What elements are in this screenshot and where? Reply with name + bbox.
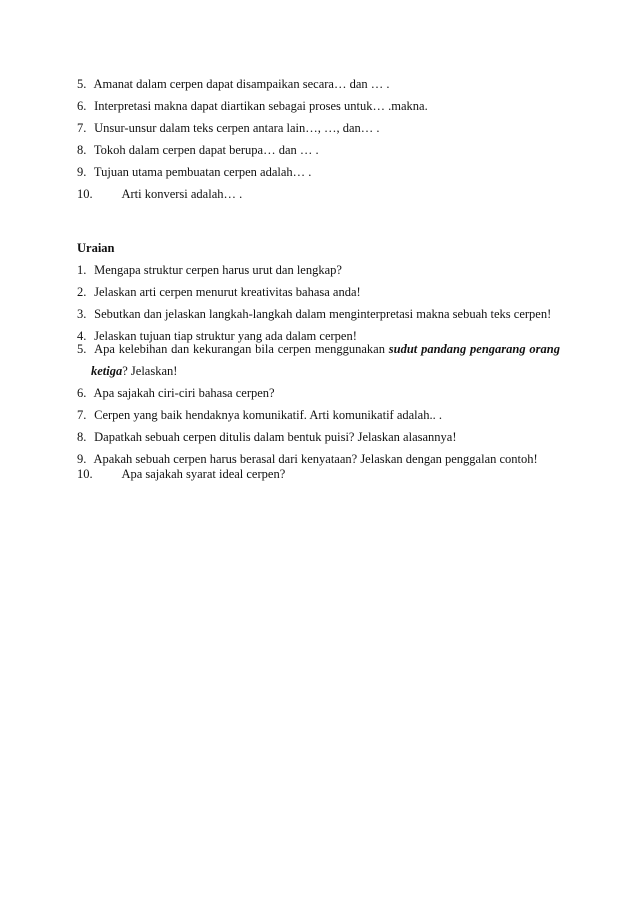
list-item (77, 164, 311, 180)
list-item (77, 76, 390, 92)
list-item (77, 341, 560, 357)
item-text: Jelaskan arti cerpen menurut kreativitas bahasa anda! (94, 285, 361, 299)
list-item (77, 451, 538, 467)
item-number: 4. (77, 329, 87, 343)
list-item (77, 466, 285, 482)
item-number: 6. (77, 386, 87, 400)
list-item (77, 186, 242, 202)
section-heading: Uraian (77, 241, 115, 255)
item-text: Dapatkah sebuah cerpen ditulis dalam bentuk puisi? Jelaskan alasannya! (94, 430, 457, 444)
item-number: 5. (77, 77, 87, 91)
item-text: Tujuan utama pembuatan cerpen adalah… . (93, 165, 312, 179)
item-text: Apakah sebuah cerpen harus berasal dari kenyataan? Jelaskan dengan penggalan contoh! (93, 452, 538, 466)
item-number: 9. (77, 165, 87, 179)
item-text: Apa sajakah ciri-ciri bahasa cerpen? (93, 386, 275, 400)
list-item-continuation (91, 363, 177, 379)
item-emphasis: sudut pandang pengarang orang (388, 342, 561, 356)
item-number: 5. (77, 342, 87, 356)
item-text: Arti konversi adalah… . (121, 187, 243, 201)
item-number: 8. (77, 430, 87, 444)
item-text: Tokoh dalam cerpen dapat berupa… dan … . (93, 143, 319, 157)
list-item (77, 98, 428, 114)
list-item (77, 262, 342, 278)
item-number: 10. (77, 187, 93, 201)
item-number: 6. (77, 99, 87, 113)
list-item (77, 429, 457, 445)
list-item (77, 407, 442, 423)
list-item (77, 142, 319, 158)
item-text: Unsur-unsur dalam teks cerpen antara lain…, …, dan… . (94, 121, 380, 135)
item-text: Apa kelebihan dan kekurangan bila cerpen menggunakan (94, 342, 385, 356)
list-item (77, 385, 275, 401)
item-text: Jelaskan tujuan tiap struktur yang ada dalam cerpen! (94, 329, 357, 343)
item-text: Apa sajakah syarat ideal cerpen? (121, 467, 286, 481)
item-number: 1. (77, 263, 87, 277)
item-number: 8. (77, 143, 87, 157)
item-text: Cerpen yang baik hendaknya komunikatif. Arti komunikatif adalah.. . (94, 408, 442, 422)
list-item (77, 306, 551, 322)
item-text: Sebutkan dan jelaskan langkah-langkah dalam menginterpretasi makna sebuah teks cerpen! (94, 307, 552, 321)
item-text: Mengapa struktur cerpen harus urut dan lengkap? (94, 263, 342, 277)
item-text: Amanat dalam cerpen dapat disampaikan secara… dan … . (93, 77, 390, 91)
item-emphasis: ketiga (91, 364, 123, 378)
item-number: 7. (77, 121, 87, 135)
item-number: 2. (77, 285, 87, 299)
list-item (77, 120, 380, 136)
item-number: 10. (77, 467, 93, 481)
item-number: 3. (77, 307, 87, 321)
item-number: 9. (77, 452, 87, 466)
item-number: 7. (77, 408, 87, 422)
item-text: ? Jelaskan! (122, 364, 178, 378)
item-text: Interpretasi makna dapat diartikan sebagai proses untuk… .makna. (94, 99, 428, 113)
list-item (77, 284, 361, 300)
